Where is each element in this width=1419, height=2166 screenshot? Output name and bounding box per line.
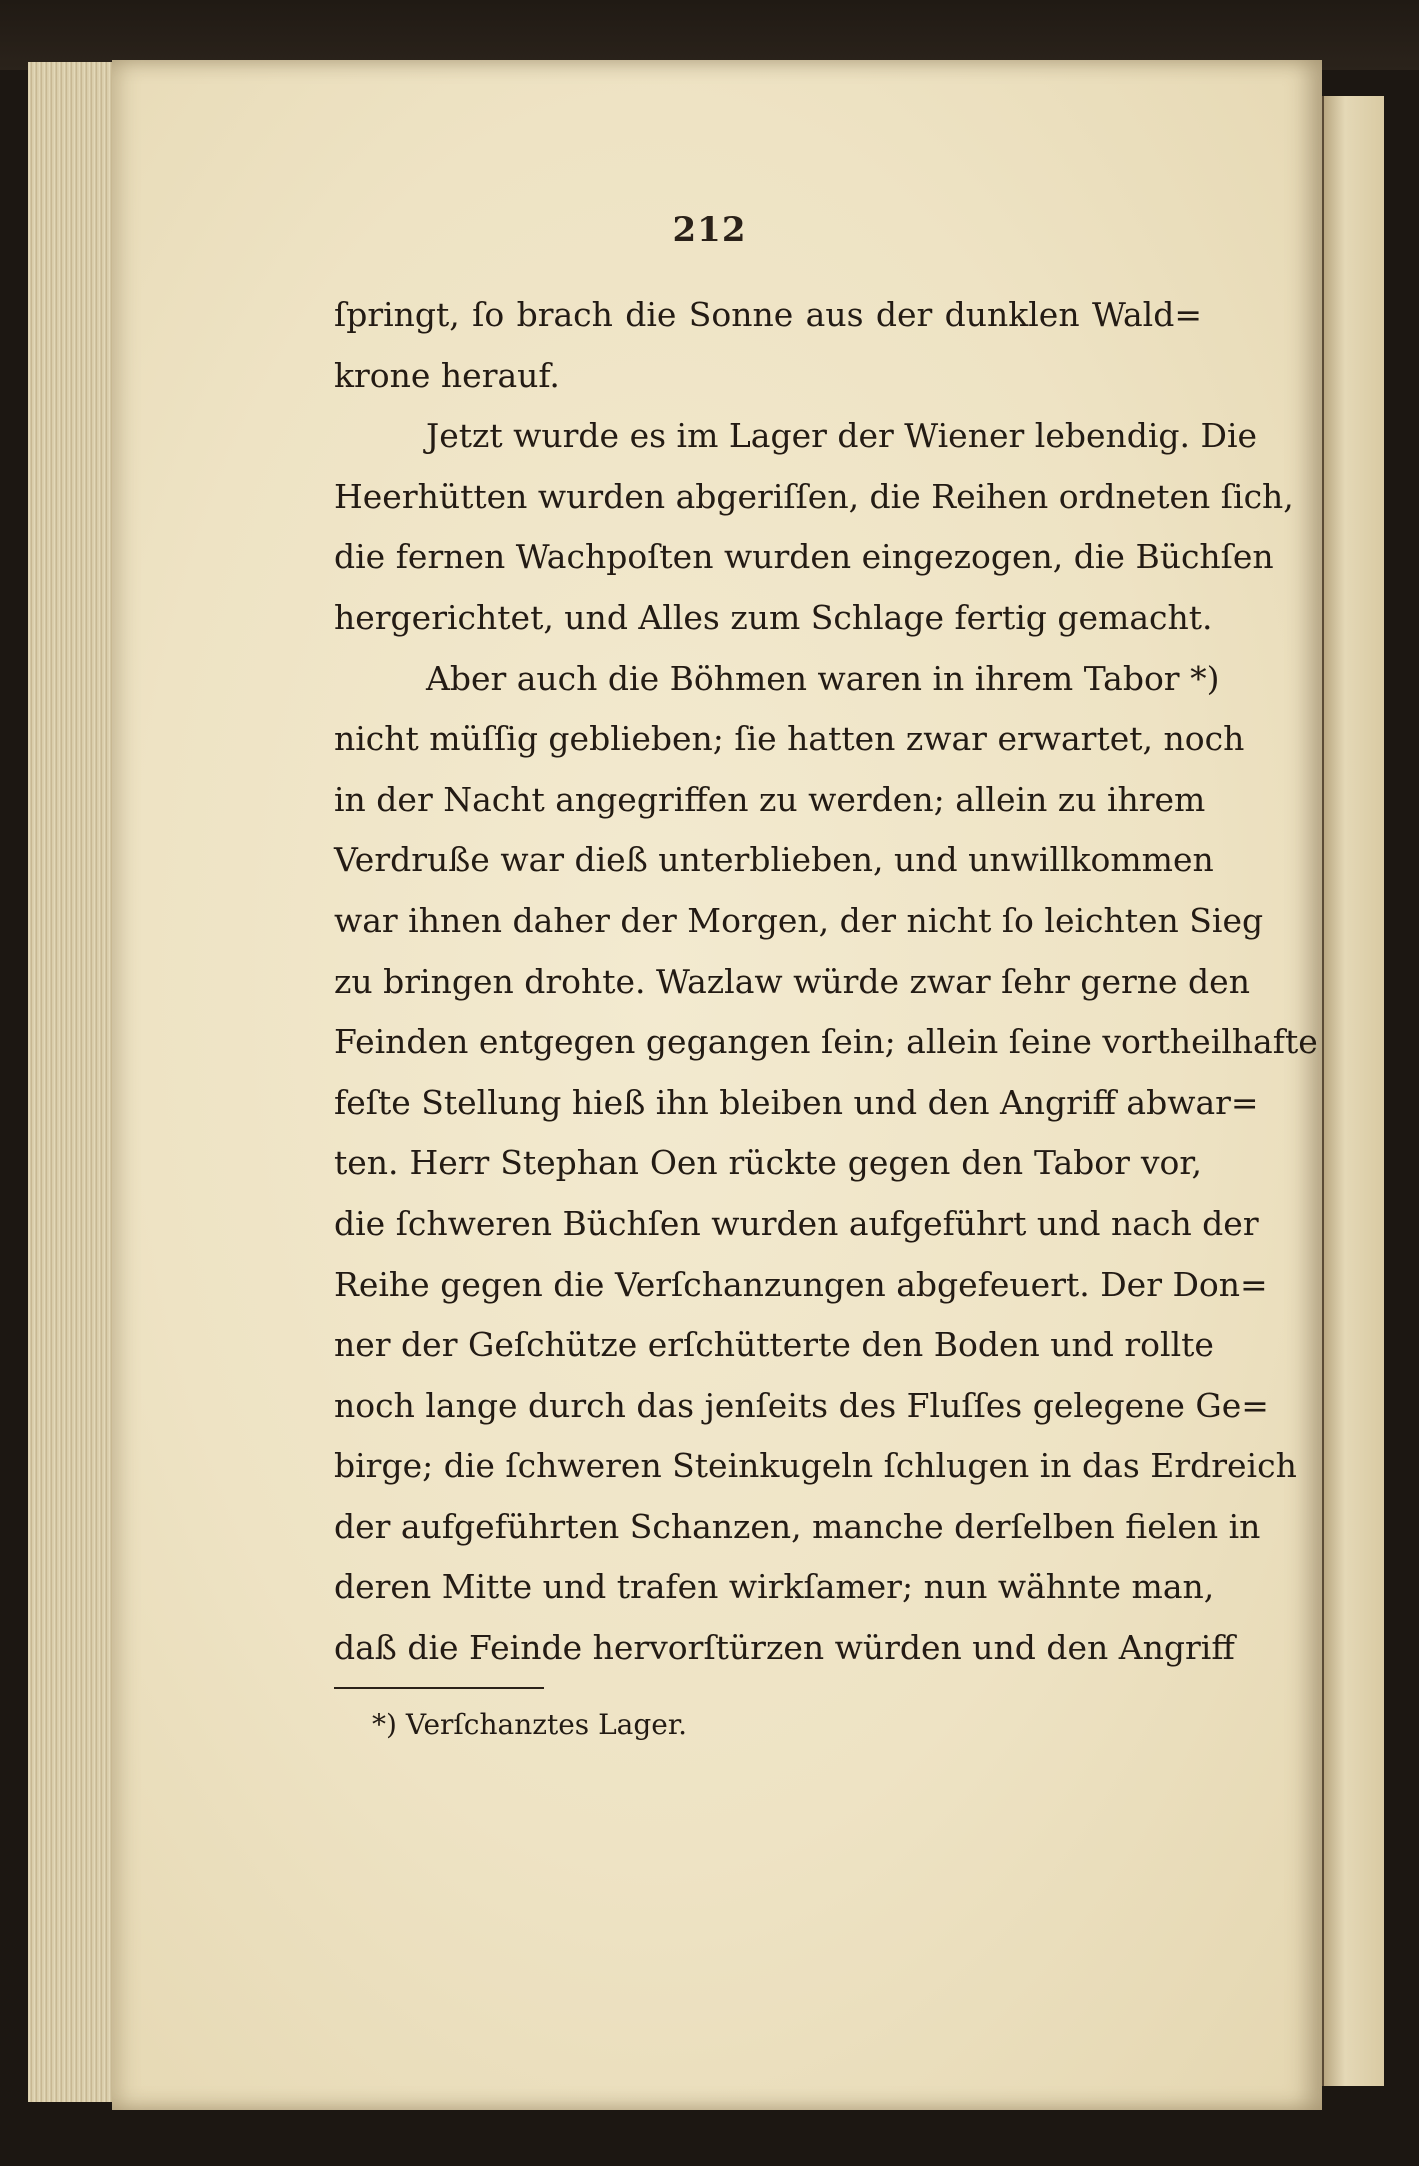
text-line: die fernen Wachpoſten wurden eingezogen, die Büchſen bbox=[334, 537, 1274, 577]
text-line: Feinden entgegen gegangen ſein; allein ſeine vortheilhafte bbox=[334, 1022, 1318, 1062]
page-number: 212 bbox=[672, 210, 747, 250]
text-line: Aber auch die Böhmen waren in ihrem Tabor *) bbox=[426, 658, 1220, 698]
page-stack-edge bbox=[28, 62, 119, 2102]
text-line: ten. Herr Stephan Oen rückte gegen den Tabor vor, bbox=[334, 1143, 1202, 1183]
text-line: zu bringen drohte. Wazlaw würde zwar ſehr gerne den bbox=[334, 961, 1250, 1001]
body-text bbox=[334, 285, 1318, 1679]
text-line: in der Nacht angegriffen zu werden; allein zu ihrem bbox=[334, 779, 1206, 819]
text-line: Heerhütten wurden abgeriſſen, die Reihen ordneten ſich, bbox=[334, 476, 1294, 516]
text-line: deren Mitte und trafen wirkſamer; nun wähnte man, bbox=[334, 1567, 1215, 1607]
text-line: ner der Geſchütze erſchütterte den Boden und rollte bbox=[334, 1325, 1214, 1365]
text-line: der aufgeführten Schanzen, manche derſelben fielen in bbox=[334, 1506, 1261, 1546]
text-line: ſpringt, ſo brach die Sonne aus der dunklen Wald= bbox=[334, 295, 1202, 334]
text-line: Reihe gegen die Verſchanzungen abgefeuert. Der Don= bbox=[334, 1264, 1268, 1304]
text-line: Jetzt wurde es im Lager der Wiener lebendig. Die bbox=[426, 416, 1258, 456]
text-line: Verdruße war dieß unterblieben, und unwillkommen bbox=[334, 840, 1214, 880]
text-line: daß die Feinde hervorſtürzen würden und den Angriff bbox=[334, 1628, 1235, 1668]
footnote-divider bbox=[334, 1687, 544, 1689]
text-line: die ſchweren Büchſen wurden aufgeführt und nach der bbox=[334, 1203, 1259, 1243]
facing-page-edge bbox=[1322, 96, 1384, 2086]
text-line: birge; die ſchweren Steinkugeln ſchlugen in das Erdreich bbox=[334, 1446, 1297, 1486]
footnote: *) Verſchanztes Lager. bbox=[372, 1708, 688, 1741]
text-line: hergerichtet, und Alles zum Schlage fertig gemacht. bbox=[334, 597, 1213, 637]
text-line: feſte Stellung hieß ihn bleiben und den Angriff abwar= bbox=[334, 1082, 1259, 1122]
text-line: war ihnen daher der Morgen, der nicht ſo leichten Sieg bbox=[334, 900, 1264, 940]
text-line: noch lange durch das jenſeits des Fluſſes gelegene Ge= bbox=[334, 1385, 1269, 1425]
text-line: nicht müſſig geblieben; ſie hatten zwar erwartet, noch bbox=[334, 719, 1245, 759]
text-line: krone herauf. bbox=[334, 355, 560, 395]
